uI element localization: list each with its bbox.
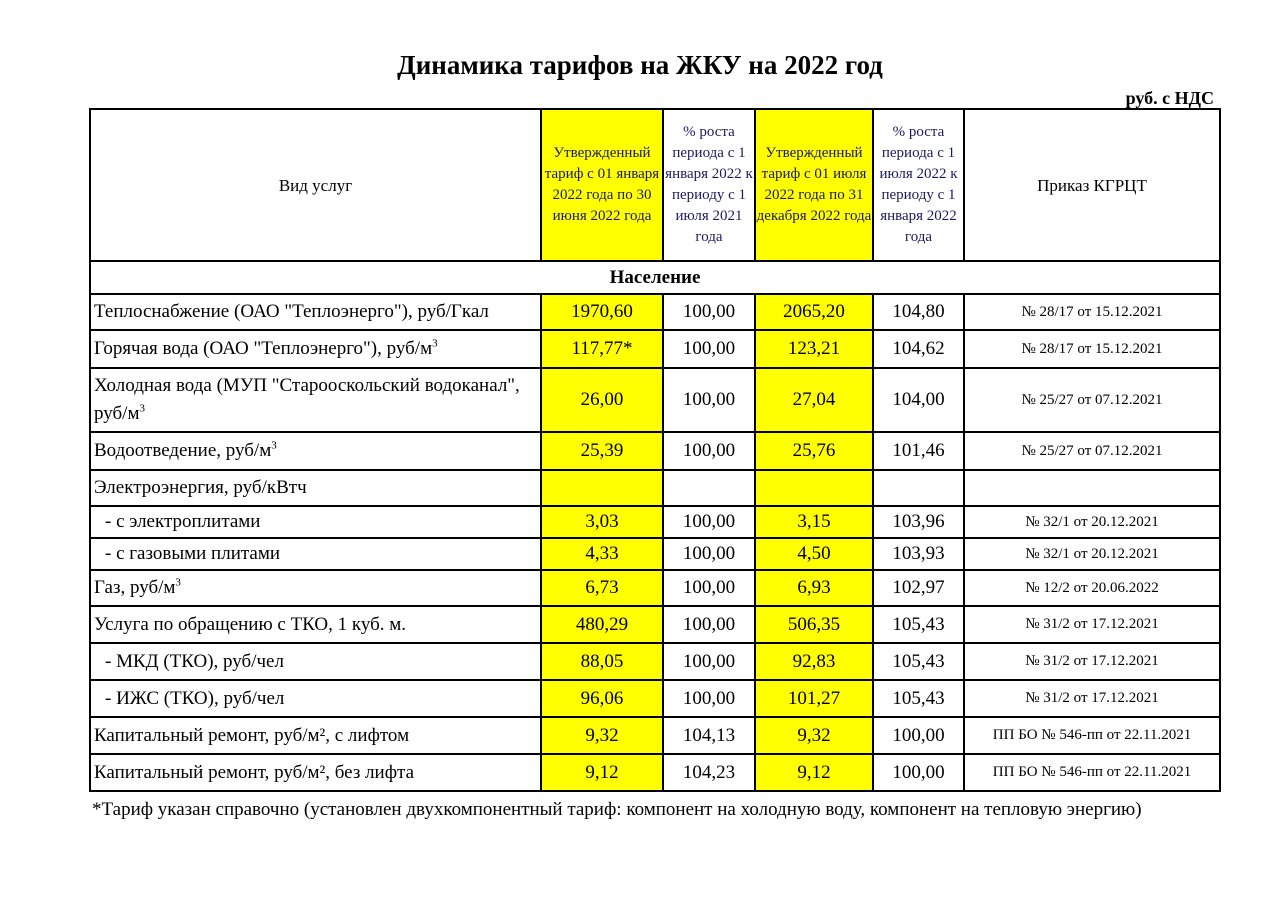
row-name-cell [90,330,541,368]
header-tariff-h1-text: Утвержденный тариф с 01 января 2022 года по 30 июня 2022 года [544,145,660,224]
tariff-h2-cell: 9,32 [755,717,873,754]
tariff-h1-cell: 9,12 [541,754,663,791]
growth-h1-cell: 100,00 [663,368,755,432]
growth-h2-cell: 101,46 [873,432,964,470]
row-name: - с газовыми плитами [90,538,541,570]
order-cell: № 25/27 от 07.12.2021 [964,368,1220,432]
tariff-h2-cell: 6,93 [755,570,873,606]
row-name: Услуга по обращению с ТКО, 1 куб. м. [90,606,541,643]
header-row [90,109,1220,261]
row-name-cell [90,368,541,432]
table-row [90,717,1220,754]
growth-h1-cell: 100,00 [663,606,755,643]
row-name-cell [90,570,541,606]
growth-h2-cell: 105,43 [873,643,964,680]
tariff-h1-cell: 117,77* [541,330,663,368]
row-name: - МКД (ТКО), руб/чел [90,643,541,680]
order-cell: № 31/2 от 17.12.2021 [964,643,1220,680]
table-row [90,294,1220,330]
growth-h1-cell: 100,00 [663,538,755,570]
tariff-h2-cell [755,470,873,506]
growth-h1-cell: 100,00 [663,294,755,330]
tariff-table [89,108,1221,792]
header-tariff-h2-text: Утвержденный тариф с 01 июля 2022 года по 31 декабря 2022 года [756,145,872,224]
order-cell: № 32/1 от 20.12.2021 [964,506,1220,538]
growth-h1-cell [663,470,755,506]
row-name-cell [90,432,541,470]
tariff-h2-cell: 101,27 [755,680,873,717]
header-service: Вид услуг [90,109,541,261]
row-name: - ИЖС (ТКО), руб/чел [90,680,541,717]
table-row [90,506,1220,538]
growth-h2-cell [873,470,964,506]
header-growth-h1 [663,109,755,261]
tariff-h2-cell: 4,50 [755,538,873,570]
superscript-3: 3 [432,337,438,350]
growth-h2-cell: 100,00 [873,717,964,754]
growth-h2-cell: 105,43 [873,606,964,643]
growth-h1-cell: 100,00 [663,330,755,368]
row-name: Газ, руб/м [94,577,176,598]
growth-h1-cell: 100,00 [663,506,755,538]
unit-note: руб. с НДС [1125,88,1214,108]
row-name: Капитальный ремонт, руб/м², с лифтом [90,717,541,754]
row-name: - с электроплитами [90,506,541,538]
tariff-h1-cell: 4,33 [541,538,663,570]
growth-h1-cell: 100,00 [663,570,755,606]
order-cell: № 28/17 от 15.12.2021 [964,294,1220,330]
order-cell: № 31/2 от 17.12.2021 [964,606,1220,643]
row-name: Холодная вода (МУП "Старооскольский водоканал", руб/м [94,375,520,424]
growth-h1-cell: 104,13 [663,717,755,754]
growth-h2-cell: 102,97 [873,570,964,606]
section-row [90,261,1220,294]
tariff-h2-cell: 2065,20 [755,294,873,330]
table-row [90,754,1220,791]
growth-h1-cell: 100,00 [663,680,755,717]
tariff-h2-cell: 3,15 [755,506,873,538]
header-growth-h2-text: % роста периода с 1 июля 2022 к периоду с 1 января 2022 года [879,124,958,245]
order-cell [964,470,1220,506]
tariff-h2-cell: 92,83 [755,643,873,680]
growth-h1-cell: 100,00 [663,432,755,470]
row-name: Капитальный ремонт, руб/м², без лифта [90,754,541,791]
superscript-3: 3 [271,439,277,452]
tariff-h1-cell: 26,00 [541,368,663,432]
order-cell: № 12/2 от 20.06.2022 [964,570,1220,606]
section-label: Население [90,261,1220,294]
page-title: Динамика тарифов на ЖКУ на 2022 год [397,50,883,80]
order-cell: ПП БО № 546-пп от 22.11.2021 [964,717,1220,754]
header-growth-h2 [873,109,964,261]
tariff-h2-cell: 123,21 [755,330,873,368]
table-row [90,368,1220,432]
tariff-h1-cell: 480,29 [541,606,663,643]
tariff-h2-cell: 9,12 [755,754,873,791]
tariff-h2-cell: 506,35 [755,606,873,643]
growth-h1-cell: 100,00 [663,643,755,680]
tariff-h1-cell: 1970,60 [541,294,663,330]
header-order: Приказ КГРЦТ [964,109,1220,261]
table-row [90,432,1220,470]
footnote: *Тариф указан справочно (установлен двухкомпонентный тариф: компонент на холодную воду, компонент на тепловую энергию) [92,799,1142,820]
table-row [90,680,1220,717]
order-cell: № 32/1 от 20.12.2021 [964,538,1220,570]
tariff-h2-cell: 27,04 [755,368,873,432]
growth-h2-cell: 104,80 [873,294,964,330]
tariff-h1-cell: 88,05 [541,643,663,680]
growth-h2-cell: 104,62 [873,330,964,368]
order-cell: № 25/27 от 07.12.2021 [964,432,1220,470]
growth-h2-cell: 105,43 [873,680,964,717]
order-cell: № 31/2 от 17.12.2021 [964,680,1220,717]
superscript-3: 3 [175,576,181,589]
header-tariff-h2 [755,109,873,261]
table-row [90,643,1220,680]
growth-h2-cell: 103,96 [873,506,964,538]
growth-h2-cell: 103,93 [873,538,964,570]
superscript-3: 3 [139,402,145,415]
tariff-h1-cell: 96,06 [541,680,663,717]
header-growth-h1-text: % роста периода с 1 января 2022 к периоду с 1 июля 2021 года [665,124,753,245]
growth-h1-cell: 104,23 [663,754,755,791]
growth-h2-cell: 104,00 [873,368,964,432]
order-cell: ПП БО № 546-пп от 22.11.2021 [964,754,1220,791]
order-cell: № 28/17 от 15.12.2021 [964,330,1220,368]
table-row [90,538,1220,570]
table-row [90,330,1220,368]
row-name: Водоотведение, руб/м [94,440,272,461]
table-row [90,470,1220,506]
tariff-h1-cell [541,470,663,506]
tariff-h1-cell: 3,03 [541,506,663,538]
table-row [90,570,1220,606]
tariff-h1-cell: 9,32 [541,717,663,754]
row-name: Электроэнергия, руб/кВтч [90,470,541,506]
growth-h2-cell: 100,00 [873,754,964,791]
tariff-h2-cell: 25,76 [755,432,873,470]
header-tariff-h1 [541,109,663,261]
tariff-h1-cell: 25,39 [541,432,663,470]
row-name: Горячая вода (ОАО "Теплоэнерго"), руб/м [94,338,433,359]
table-row [90,606,1220,643]
tariff-h1-cell: 6,73 [541,570,663,606]
row-name: Теплоснабжение (ОАО "Теплоэнерго"), руб/Гкал [90,294,541,330]
